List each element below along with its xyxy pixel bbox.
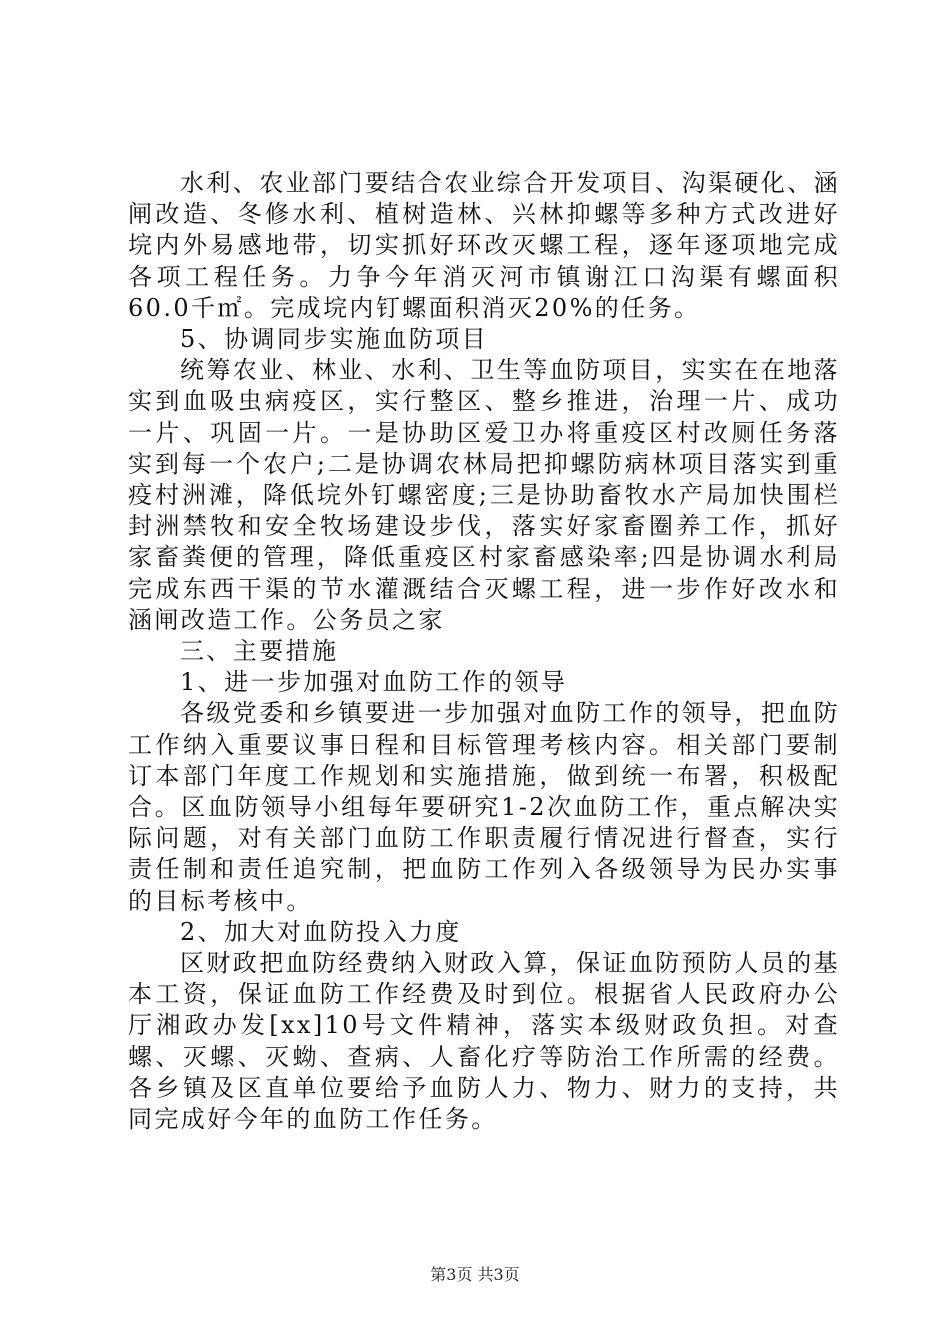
document-body xyxy=(128,168,840,1135)
heading-strengthen-leadership: 1、进一步加强对血防工作的领导 xyxy=(180,668,568,697)
page-footer: 第3页 共3页 xyxy=(430,1265,520,1284)
paragraph-coordinate-projects: 统筹农业、林业、水利、卫生等血防项目，实实在在地落实到血吸虫病疫区，实行整区、整乡推进，治理一片、成功一片、巩固一片。一是协助区爱卫办将重疫区村改厕任务落实到每一个农户;二是协调农林局把抑螺防病林项目落实到重疫村洲滩，降低垸外钉螺密度;三是协助畜牧水产局加快围栏封洲禁牧和安全牧场建设步伐，落实好家畜圈养工作，抓好家畜粪便的管理，降低重疫区村家畜感染率;四是协调水利局完成东西干渠的节水灌溉结合灭螺工程，进一步作好改水和涵闸改造工作。公务员之家 xyxy=(128,356,840,634)
paragraph-environment-snail-control: 水利、农业部门要结合农业综合开发项目、沟渠硬化、涵闸改造、冬修水利、植树造林、兴林抑螺等多种方式改进好垸内外易感地带，切实抓好环改灭螺工程，逐年逐项地完成各项工程任务。力争今年消灭河市镇谢江口沟渠有螺面积60.0千㎡。完成垸内钉螺面积消灭20%的任务。 xyxy=(128,169,840,322)
paragraph-increase-investment: 区财政把血防经费纳入财政入算，保证血防预防人员的基本工资，保证血防工作经费及时到位。根据省人民政府办公厅湘政办发[xx]10号文件精神，落实本级财政负担。对查螺、灭螺、灭蚴、查病、人畜化疗等防治工作所需的经费。各乡镇及区直单位要给予血防人力、物力、财力的支持，共同完成好今年的血防工作任务。 xyxy=(128,949,840,1134)
heading-increase-investment: 2、加大对血防投入力度 xyxy=(180,917,462,946)
heading-coordinate-projects: 5、协调同步实施血防项目 xyxy=(180,325,489,354)
paragraph-strengthen-leadership: 各级党委和乡镇要进一步加强对血防工作的领导，把血防工作纳入重要议事日程和目标管理考核内容。相关部门要制订本部门年度工作规划和实施措施，做到统一布署，积极配合。区血防领导小组每年要研究1-2次血防工作，重点解决实际问题，对有关部门血防工作职责履行情况进行督查，实行责任制和责任追究制，把血防工作列入各级领导为民办实事的目标考核中。 xyxy=(128,699,840,915)
heading-main-measures: 三、主要措施 xyxy=(180,637,339,666)
